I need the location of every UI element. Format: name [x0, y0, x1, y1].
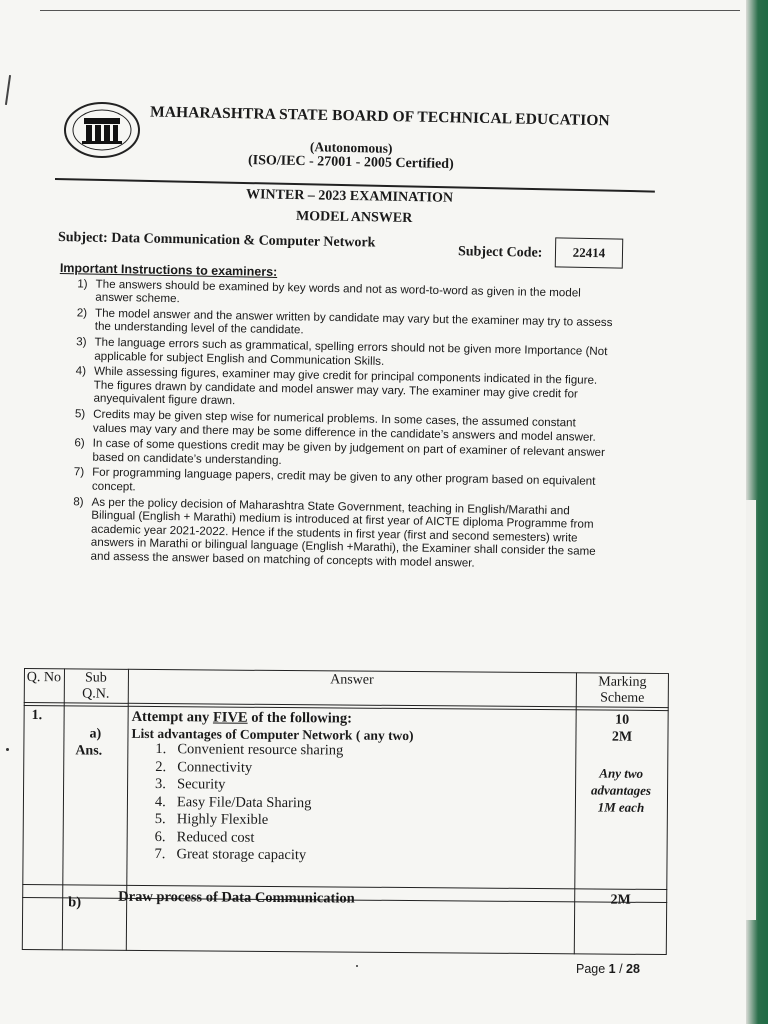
header-qno: Q. No [26, 670, 62, 686]
speck [356, 965, 358, 967]
advantage-text: Connectivity [177, 758, 253, 776]
advantage-item [155, 741, 343, 760]
marking-note [576, 764, 666, 816]
advantages-list [154, 741, 343, 865]
speck [6, 748, 9, 751]
advantage-text: Great storage capacity [176, 846, 307, 864]
advantage-number: 4. [154, 793, 166, 810]
subject-code-label: Subject Code: [457, 244, 543, 261]
question-a-text: List advantages of Computer Network ( any two) [131, 725, 414, 744]
page-edge-line [40, 10, 740, 11]
sub-question-a: a) [89, 726, 102, 742]
instruction-text: In case of some questions credit may be given by judgement on part of examiner of relevant answer based on candidate’s understanding. [92, 436, 606, 467]
question-instruction: Attempt any FIVE of the following: [131, 708, 353, 727]
advantage-number: 5. [154, 811, 166, 828]
advantage-item [154, 846, 342, 865]
background-edge [746, 0, 768, 1024]
advantage-item [155, 794, 343, 813]
advantage-text: Reduced cost [176, 828, 255, 846]
marking-note-line: advantages [591, 782, 652, 798]
document-type: MODEL ANSWER [295, 208, 413, 227]
advantage-item [155, 829, 343, 848]
question-b-marks: 2M [610, 892, 631, 908]
instruction-marks: 10 [615, 712, 630, 728]
advantage-text: Convenient resource sharing [177, 741, 344, 759]
advantage-number: 2. [155, 758, 167, 775]
instruction-number: 7) [73, 465, 85, 479]
advantage-number: 1. [155, 741, 167, 758]
instruction-number: 3) [76, 335, 87, 349]
instructions-section [54, 262, 614, 575]
header-marking: Marking Scheme [598, 674, 647, 706]
instruction-text: The model answer and the answer written by candidate may vary but the examiner may try to assess the understanding level of the candidate. [94, 306, 613, 337]
msbte-logo [62, 100, 142, 160]
page-number: Page 1 / 28 [576, 962, 640, 976]
pen-mark [5, 75, 11, 105]
instruction-text: Credits may be given step wise for numerical problems. In some cases, the assumed constant values may vary and there may be some difference in the candidate’s answers and model answer. [92, 407, 596, 444]
instruction-number: 8) [73, 494, 84, 508]
instruction-number: 6) [74, 436, 85, 450]
advantage-item [155, 776, 343, 795]
advantage-number: 6. [154, 828, 166, 845]
question-a-marks: 2M [611, 729, 633, 745]
instruction-text: As per the policy decision of Maharashtra State Government, teaching in English/Marathi and Bilingual (English + Marathi) medium is introduced at first year of AICTE diploma Programme from academic year 2021-2022. Hence if the students in first year (first and second semesters) write answers in Marathi or bilingual language (English +Marathi), the Examiner shall consider the same and assess the answer based on matching of concepts with model answer. [90, 495, 596, 570]
subject-code: 22414 [555, 237, 624, 268]
instruction-item [57, 364, 613, 415]
instruction-item [54, 494, 610, 572]
instruction-text: The language errors such as grammatical, spelling errors should not be given more Importance (Not applicable for subject English and Communication Skills. [94, 335, 608, 368]
certification-label: (ISO/IEC - 27001 - 2005 Certified) [247, 153, 454, 172]
header-subqn: Sub Q.N. [82, 670, 110, 702]
advantage-number: 3. [155, 776, 167, 793]
instruction-text: While assessing figures, examiner may give credit for principal components indicated in the figure. The figures drawn by candidate and model answer may vary. The examiner may give credit for anyequivalent figure drawn. [93, 364, 598, 408]
instructions-list [54, 277, 614, 573]
advantage-item [155, 759, 343, 778]
advantage-text: Easy File/Data Sharing [176, 793, 312, 811]
instruction-text: The answers should be examined by key words and not as word-to-word as given in the model answer scheme. [95, 277, 581, 306]
question-b-text: Draw process of Data Communication [118, 888, 355, 907]
header-answer: Answer [330, 672, 374, 688]
marking-note-line: Any two [599, 765, 644, 781]
subject-title: Subject: Data Communication & Computer Network [57, 230, 376, 251]
autonomous-label: (Autonomous) [309, 139, 393, 156]
instruction-number: 2) [76, 306, 88, 320]
instruction-text: For programming language papers, credit may be given to any other program based on equivalent concept. [91, 465, 596, 494]
advantage-number: 7. [154, 846, 166, 863]
instruction-number: 5) [74, 407, 86, 421]
board-name: MAHARASHTRA STATE BOARD OF TECHNICAL EDUCATION [149, 103, 610, 130]
exam-title: WINTER – 2023 EXAMINATION [245, 187, 454, 206]
answer-label: Ans. [75, 743, 103, 759]
question-number: 1. [31, 708, 43, 724]
marking-note-line: 1M each [597, 799, 645, 815]
advantage-item [155, 811, 343, 830]
instruction-number: 4) [75, 364, 87, 378]
instructions-title: Important Instructions to examiners: [59, 261, 278, 279]
advantage-text: Security [177, 776, 226, 793]
advantage-text: Highly Flexible [176, 811, 269, 828]
answer-table [22, 668, 669, 955]
instruction-number: 1) [77, 276, 88, 291]
sub-question-b: b) [68, 894, 82, 911]
